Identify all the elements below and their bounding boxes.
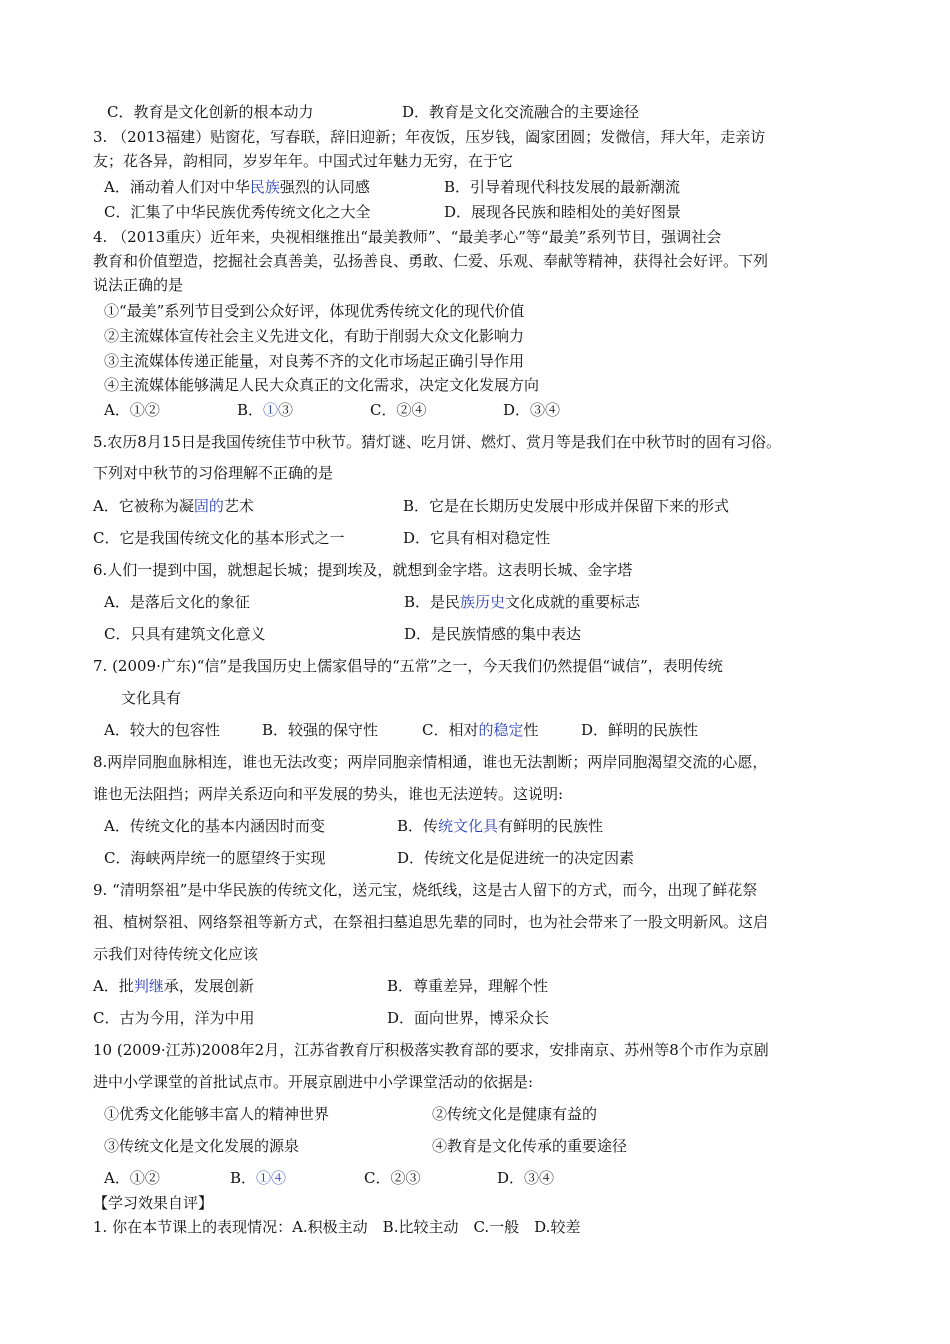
q7-stem-line2: 文化具有 [121,689,182,707]
q3-stem-line2: 友；花各异，韵相同，岁岁年年。中国式过年魅力无穷，在于它 [93,152,514,170]
q5-option-b: B．它是在长期历史发展中形成并保留下来的形式 [403,497,730,515]
q5-stem-line1: 5.农历8月15日是我国传统佳节中秋节。猜灯谜、吃月饼、燃灯、赏月等是我们在中秋节时的固有习俗。 [93,433,781,451]
self-eval-q1: 1. 你在本节课上的表现情况：A.积极主动 B.比较主动 C.一般 D.较差 [93,1218,581,1236]
q7-option-a: A．较大的包容性 [104,721,220,739]
q4-statement-1: ①“最美”系列节目受到公众好评，体现优秀传统文化的现代价值 [104,302,525,320]
q9-stem-line1: 9. “清明祭祖”是中华民族的传统文化，送元宝，烧纸线，这是古人留下的方式，而今，出现了鲜花祭 [93,881,758,899]
q2-option-d: D．教育是文化交流融合的主要途径 [402,103,640,121]
q4-option-d: D．③④ [503,401,561,419]
q9-stem-line3: 示我们对待传统文化应该 [93,945,259,963]
q10-option-c: C．②③ [364,1169,421,1187]
q10-stem-line1: 10 (2009·江苏)2008年2月，江苏省教育厅积极落实教育部的要求，安排南京、苏州等8个市作为京剧 [93,1041,769,1059]
q4-option-b: B．①③ [237,401,294,419]
q8-option-a: A．传统文化的基本内涵因时而变 [104,817,325,835]
q9-stem-line2: 祖、植树祭祖、网络祭祖等新方式，在祭祖扫墓追思先辈的同时，也为社会带来了一股文明新风。这启 [93,913,769,931]
q7-option-d: D．鲜明的民族性 [581,721,699,739]
q6-stem: 6.人们一提到中国，就想起长城；提到埃及，就想到金字塔。这表明长城、金字塔 [93,561,633,579]
self-eval-heading: 【学习效果自评】 [93,1194,214,1212]
q5-option-a: A．它被称为凝固的艺术 [93,497,254,515]
q3-option-a: A．涌动着人们对中华民族强烈的认同感 [104,178,370,196]
q10-stem-line2: 进中小学课堂的首批试点市。开展京剧进中小学课堂活动的依据是: [93,1073,534,1091]
q9-option-d: D．面向世界，博采众长 [387,1009,550,1027]
q6-option-c: C．只具有建筑文化意义 [104,625,266,643]
q4-stem-line1: 4. （2013重庆）近年来，央视相继推出“最美教师”、“最美孝心”等“最美”系列节目，强调社会 [93,228,722,246]
q4-option-a: A．①② [104,401,160,419]
q3-stem-line1: 3. （2013福建）贴窗花，写春联，辞旧迎新；年夜饭，压岁钱，阖家团圆；发微信，拜大年，走亲访 [93,128,766,146]
q4-statement-2: ②主流媒体宣传社会主义先进文化，有助于削弱大众文化影响力 [104,327,525,345]
q6-option-b: B．是民族历史文化成就的重要标志 [404,593,641,611]
q6-option-a: A．是落后文化的象征 [104,593,250,611]
q10-statement-2: ②传统文化是健康有益的 [432,1105,598,1123]
q2-option-c: C．教育是文化创新的根本动力 [107,103,314,121]
q8-option-c: C．海峡两岸统一的愿望终于实现 [104,849,326,867]
q8-option-b: B．传统文化具有鲜明的民族性 [397,817,604,835]
q4-stem-line3: 说法正确的是 [93,276,184,294]
q6-option-d: D．是民族情感的集中表达 [404,625,582,643]
q7-option-b: B．较强的保守性 [262,721,379,739]
q8-option-d: D．传统文化是促进统一的决定因素 [397,849,635,867]
q3-option-c: C．汇集了中华民族优秀传统文化之大全 [104,203,371,221]
q8-stem-line2: 谁也无法阻挡；两岸关系迈向和平发展的势头，谁也无法逆转。这说明: [93,785,564,803]
q9-option-b: B．尊重差异，理解个性 [387,977,549,995]
q10-option-b: B．①④ [230,1169,287,1187]
q10-statement-4: ④教育是文化传承的重要途径 [432,1137,628,1155]
q4-option-c: C．②④ [370,401,427,419]
q5-option-c: C．它是我国传统文化的基本形式之一 [93,529,345,547]
q7-option-c: C．相对的稳定性 [422,721,539,739]
q10-option-d: D．③④ [497,1169,555,1187]
q5-option-d: D．它具有相对稳定性 [403,529,551,547]
q10-option-a: A．①② [104,1169,160,1187]
q4-statement-4: ④主流媒体能够满足人民大众真正的文化需求，决定文化发展方向 [104,376,540,394]
q10-statement-3: ③传统文化是文化发展的源泉 [104,1137,300,1155]
q4-statement-3: ③主流媒体传递正能量，对良莠不齐的文化市场起正确引导作用 [104,352,525,370]
q4-stem-line2: 教育和价值塑造，挖掘社会真善美，弘扬善良、勇敢、仁爱、乐观、奉献等精神，获得社会好评。下列 [93,252,769,270]
q10-statement-1: ①优秀文化能够丰富人的精神世界 [104,1105,330,1123]
q9-option-a: A．批判继承，发展创新 [93,977,254,995]
q3-option-b: B．引导着现代科技发展的最新潮流 [444,178,681,196]
q5-stem-line2: 下列对中秋节的习俗理解不正确的是 [93,464,334,482]
q3-option-d: D．展现各民族和睦相处的美好图景 [444,203,682,221]
q7-stem-line1: 7. (2009·广东)“信”是我国历史上儒家倡导的“五常”之一，今天我们仍然提倡“诚信”，表明传统 [93,657,723,675]
q9-option-c: C．古为今用，洋为中用 [93,1009,255,1027]
q8-stem-line1: 8.两岸同胞血脉相连，谁也无法改变；两岸同胞亲情相通，谁也无法割断；两岸同胞渴望交流的心愿， [93,753,768,771]
